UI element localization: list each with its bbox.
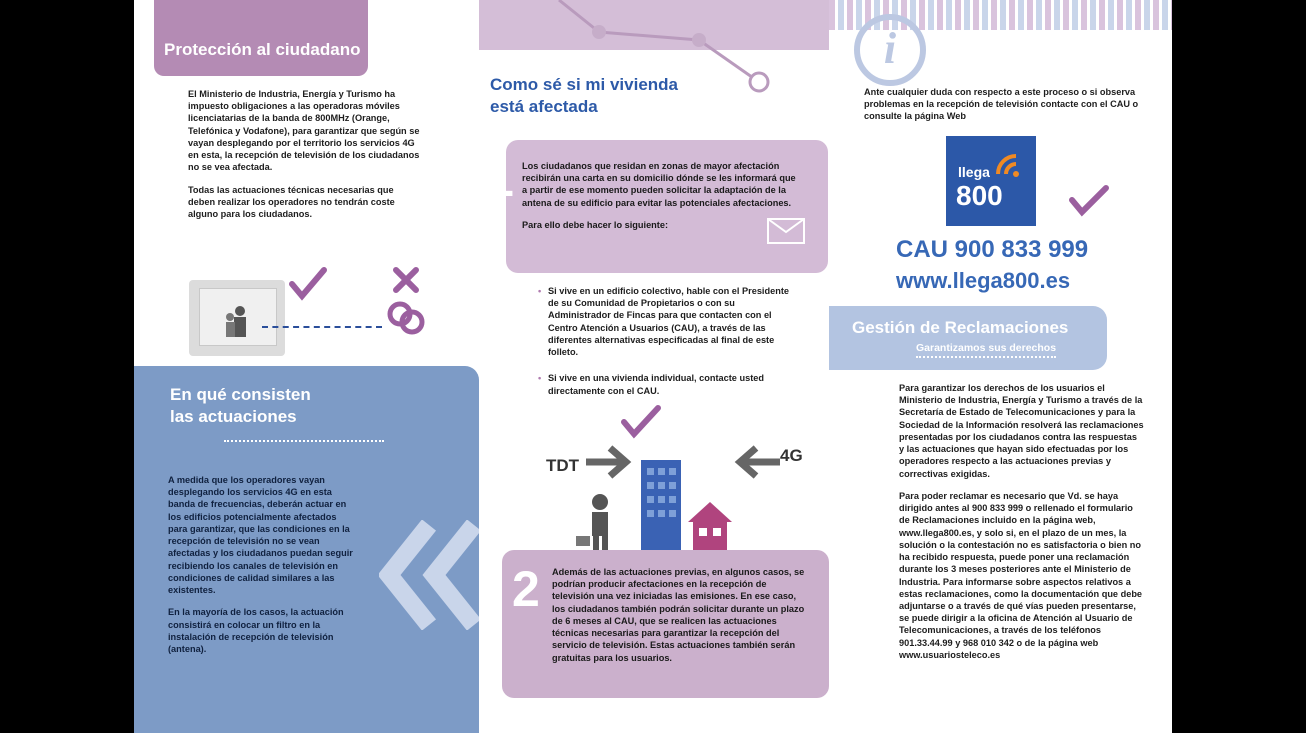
claims-para-2: Para poder reclamar es necesario que Vd. se haya dirigido antes al 900 833 999 o rellenado el formulario de Reclamaciones incluido en la página web, www.llega800.es, y solo si, en el plazo de un mes, la solución o la contestación no es satisfactoria o bien no ha recibido respuesta, puede poner una reclamación durante los 3 meses posteriores ante el Ministerio de Industria. Para informarse sobre aspectos relativos a estas reclamaciones, como la documentación que debe adjuntarse o a través de qué vías pueden presentarse, se puede dirigir a la oficina de Atención al Usuario de Telecomunicaciones, a través de los teléfonos 901.33.44.99 y 968 010 342 o de la página web www.usuariosteleco.es [899, 490, 1143, 660]
actuations-para-1: A medida que los operadores vayan desplegando los servicios 4G en esta banda de frecuencias, deberán actuar en los edificios potencialmente afectados para garantizar, que las condiciones en la recepción de televisión no se vean afectadas y los ciudadanos puedan seguir recibiendo los canales de televisión en condiciones de calidad similares a las existentes. [168, 475, 353, 596]
claims-text [899, 382, 1144, 671]
signal-check-cross-icon [284, 262, 434, 342]
contact-intro: Ante cualquier duda con respecto a este proceso o si observa problemas en la recepción de televisión contacte con el CAU o consulte la página Web [864, 87, 1139, 122]
family-icon [200, 289, 276, 345]
website-link[interactable]: www.llega800.es [896, 268, 1071, 293]
protection-title: Protección al ciudadano [164, 40, 361, 59]
tv-screen-icon [199, 288, 277, 346]
affected-title [490, 74, 678, 118]
claims-subtitle: Garantizamos sus derechos [916, 342, 1056, 358]
step-1-list [542, 285, 798, 411]
claims-header-band [829, 306, 1107, 370]
check-icon [620, 404, 664, 440]
tdt-label: TDT [546, 456, 580, 475]
list-item: • Si vive en una vivienda individual, contacte usted directamente con el CAU. [542, 372, 798, 396]
step-1-para: Los ciudadanos que residan en zonas de mayor afectación recibirán una carta en su domicilio dónde se les informará que a partir de ese momento pueden solicitar la adaptación de la antena de su edificio para evitar las potenciales afectaciones. [522, 161, 796, 208]
protection-header-tab [154, 0, 368, 76]
protection-para-1: El Ministerio de Industria, Energía y Turismo ha impuesto obligaciones a las operadoras móviles licenciatarias de la banda de 800MHz (Orange, Telefónica y Vodafone), para garantizar que según se vayan desplegando por el territorio los servicios 4G en esta, la recepción de televisión de los ciudadanos no se vea afectada. [188, 89, 420, 173]
wifi-signal-icon [996, 154, 1026, 178]
step-1-text [522, 160, 796, 241]
affected-title-line-2: está afectada [490, 97, 598, 117]
check-icon [1068, 184, 1110, 218]
actuations-title-line-2: las actuaciones [170, 407, 297, 427]
house-icon [686, 500, 734, 552]
signal-arrows-icon [584, 440, 784, 484]
step-2-number: 2 [512, 561, 540, 617]
envelope-icon [767, 218, 805, 244]
llega800-logo [946, 136, 1036, 226]
network-graphic [479, 0, 829, 50]
person-icon [574, 492, 614, 554]
brochure-page [134, 0, 1172, 733]
step-1-number: 1 [486, 151, 514, 207]
step-1-follow: Para ello debe hacer lo siguiente: [522, 219, 669, 230]
claims-title: Gestión de Reclamaciones [852, 318, 1069, 337]
double-chevron-icon [379, 520, 479, 630]
list-item: • Si vive en un edificio colectivo, hable con el Presidente de su Comunidad de Propietarios o con su Administrador de Fincas para que contacten con el Centro Atención a Usuarios (CAU), a través de las diferentes alternativas especificadas al final de este folleto. [542, 285, 798, 358]
claims-para-1: Para garantizar los derechos de los usuarios el Ministerio de Industria, Energía y Turismo a través de la Secretaría de Estado de Telecomunicaciones y para la Sociedad de la Información resolverá las reclamaciones presentadas por los ciudadanos contra las respuestas y las actuaciones que hayan sido efectuadas por los operadores respecto a las actuaciones previas y correctivas exigidas. [899, 383, 1144, 479]
info-icon: i [854, 14, 926, 86]
affected-title-line-1: Como sé si mi vivienda [490, 75, 679, 94]
actuations-title [170, 384, 311, 428]
actuations-title-line-1: En qué consisten [170, 385, 311, 404]
4g-label: 4G [780, 446, 803, 465]
actuations-para-2: En la mayoría de los casos, la actuación consistirá en colocar un filtro en la instalación de recepción de televisión (antena). [168, 607, 344, 655]
logo-number: 800 [956, 180, 1003, 211]
building-windows-icon [641, 460, 681, 552]
logo-top-text: llega [958, 164, 990, 180]
actuations-text [168, 474, 354, 665]
protection-text [188, 88, 420, 230]
protection-para-2: Todas las actuaciones técnicas necesarias que deben realizar los operadores no tendrán coste alguno para los ciudadanos. [188, 184, 395, 220]
cau-phone[interactable]: CAU 900 833 999 [896, 236, 1089, 263]
building-icon [641, 460, 681, 552]
actuations-divider [224, 440, 384, 442]
step-2-text: Además de las actuaciones previas, en algunos casos, se podrían producir afectaciones en la recepción de televisión una vez iniciadas las emisiones. En ese caso, los ciudadanos también podrán solicitar durante un plazo de 6 meses al CAU, que se realicen las actuaciones técnicas necesarias para garantizar la recepción del servicio de televisión. Estas actuaciones también serán gratuitas para los usuarios. [552, 567, 805, 663]
